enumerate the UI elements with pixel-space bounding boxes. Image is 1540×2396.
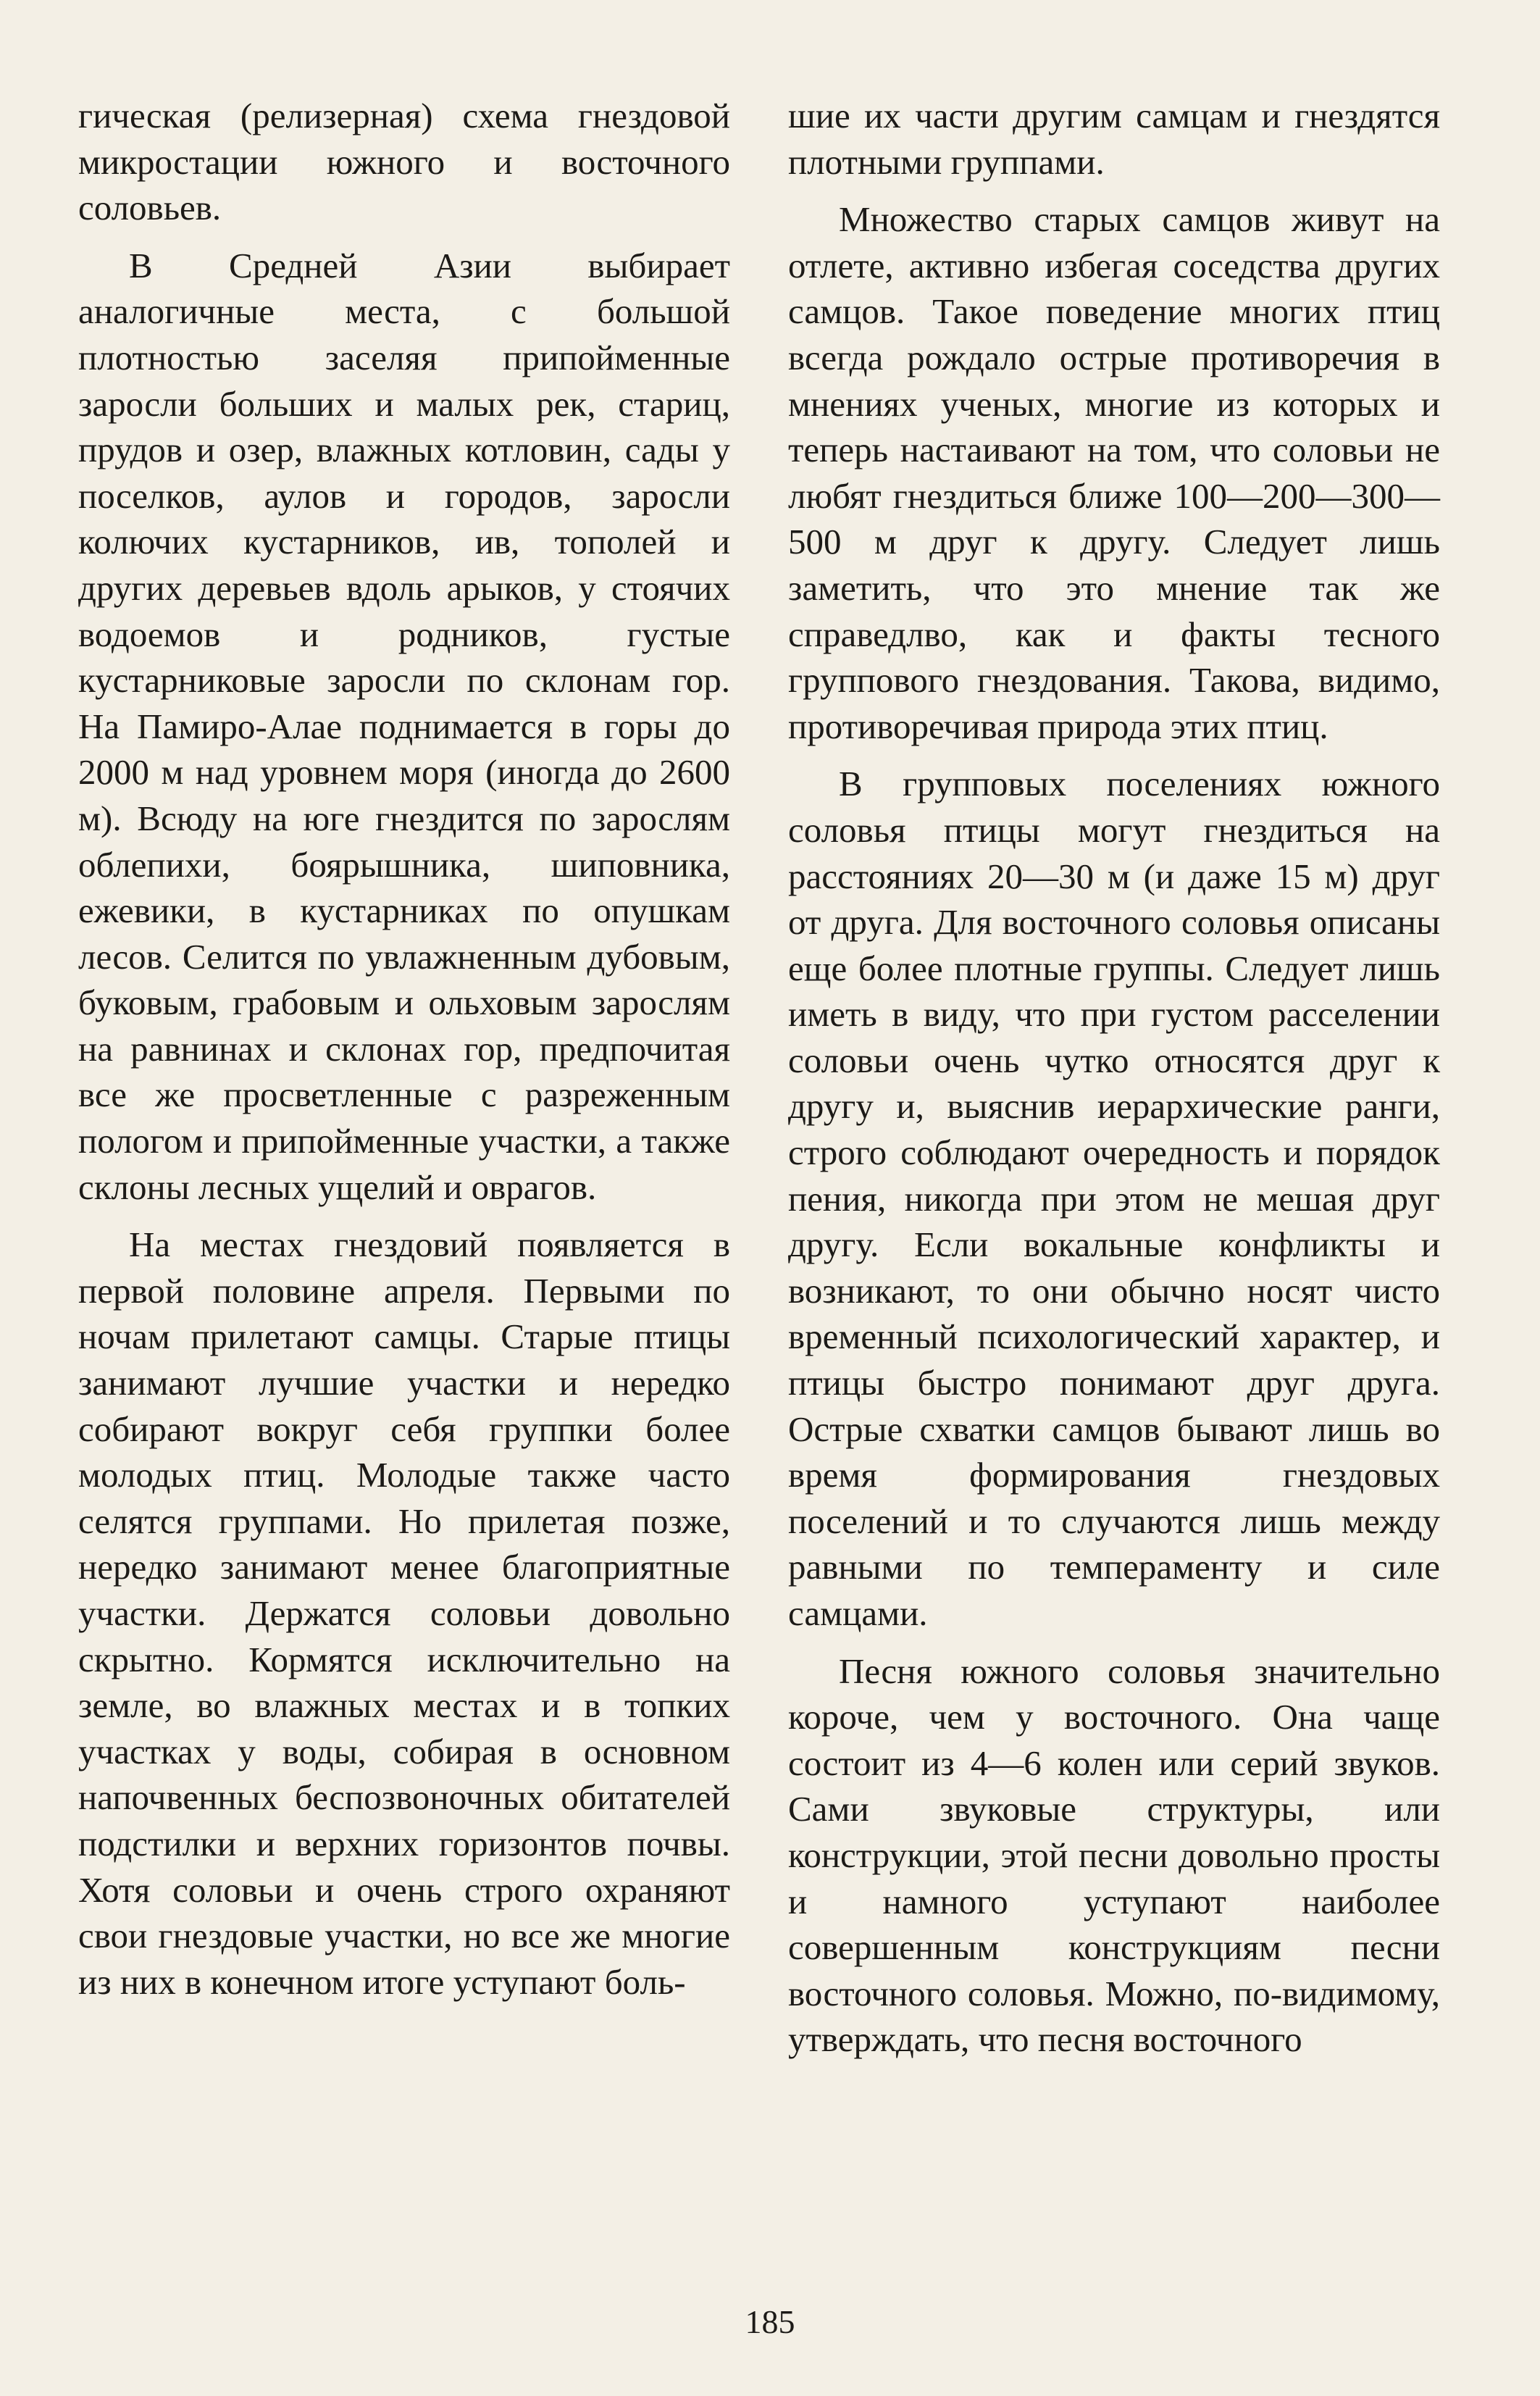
paragraph-group-settlements: В групповых поселениях южного соловья птицы могут гнездиться на расстояниях 20—30 м (и даже 15 м) друг от друга. Для восточного соловья описаны еще более плотные группы. Следует лишь иметь в виду, что при густом расселении соловьи очень чутко относятся друг к другу и, выяснив иерархические ранги, строго соблюдают очередность и порядок пения, никогда при этом не мешая друг другу. Если вокальные конфликты и возникают, то они обычно носят чисто временный психологический характер, и птицы быстро понимают друг друга. Острые схватки самцов бывают лишь во время формирования гнездовых поселений и то случаются лишь между равными по темпераменту и силе самцами. <box>788 764 1440 1633</box>
paragraph-continued: шие их части другим самцам и гнездятся плотными группами. <box>788 96 1440 182</box>
paragraph-old-males: Множество старых самцов живут на отлете, активно избегая соседства других самцов. Такое поведение многих птиц всегда рождало острые противоречия в мнениях ученых, многие из которых и теперь настаивают на том, что соловьи не любят гнездиться ближе 100—200—300—500 м друг к другу. Следует лишь заметить, что это мнение так же справедлво, как и факты тесного группового гнездования. Такова, видимо, противоречивая природа этих птиц. <box>788 199 1440 746</box>
paragraph-arrival-nesting: На местах гнездовий появляется в первой половине апреля. Первыми по ночам прилетают самцы. Старые птицы занимают лучшие участки и нередко собирают вокруг себя группки более молодых птиц. Молодые также часто селятся группами. Но прилетая позже, нередко занимают менее благоприятные участки. Держатся соловьи довольно скрытно. Кормятся исключительно на земле, во влажных местах и в топких участках у воды, собирая в основном напочвенных беспозвоночных обитателей подстилки и верхних горизонтов почвы. Хотя соловьи и очень строго охраняют свои гнездовые участки, но все же многие из них в конечном итоге уступают боль- <box>78 1224 730 2002</box>
page-number: 185 <box>745 2303 795 2340</box>
right-text-column <box>788 93 1440 2063</box>
paragraph-continued: гическая (релизерная) схема гнездовой микростации южного и восточного соловьев. <box>78 96 730 228</box>
paragraph-song: Песня южного соловья значительно короче, чем у восточного. Она чаще состоит из 4—6 колен или серий звуков. Сами звуковые структуры, или конструкции, этой песни довольно просты и намного уступают наиболее совершенным конструкциям песни восточного соловья. Можно, по-видимому, утверждать, что песня восточного <box>788 1650 1440 2060</box>
left-text-column <box>78 93 730 2005</box>
paragraph-central-asia-habitat: В Средней Азии выбирает аналогичные места, с большой плотностью заселяя припойменные заросли больших и малых рек, стариц, прудов и озер, влажных котловин, сады у поселков, аулов и городов, заросли колючих кустарников, ив, тополей и других деревьев вдоль арыков, у стоячих водоемов и родников, густые кустарниковые заросли по склонам гор. На Памиро-Алае поднимается в горы до 2000 м над уровнем моря (иногда до 2600 м). Всюду на юге гнездится по зарослям облепихи, боярышника, шиповника, ежевики, в кустарниках по опушкам лесов. Селится по увлажненным дубовым, буковым, грабовым и ольховым зарослям на равнинах и склонах гор, предпочитая все же просветленные с разреженным пологом и припойменные участки, а также склоны лесных ущелий и оврагов. <box>78 245 730 1207</box>
